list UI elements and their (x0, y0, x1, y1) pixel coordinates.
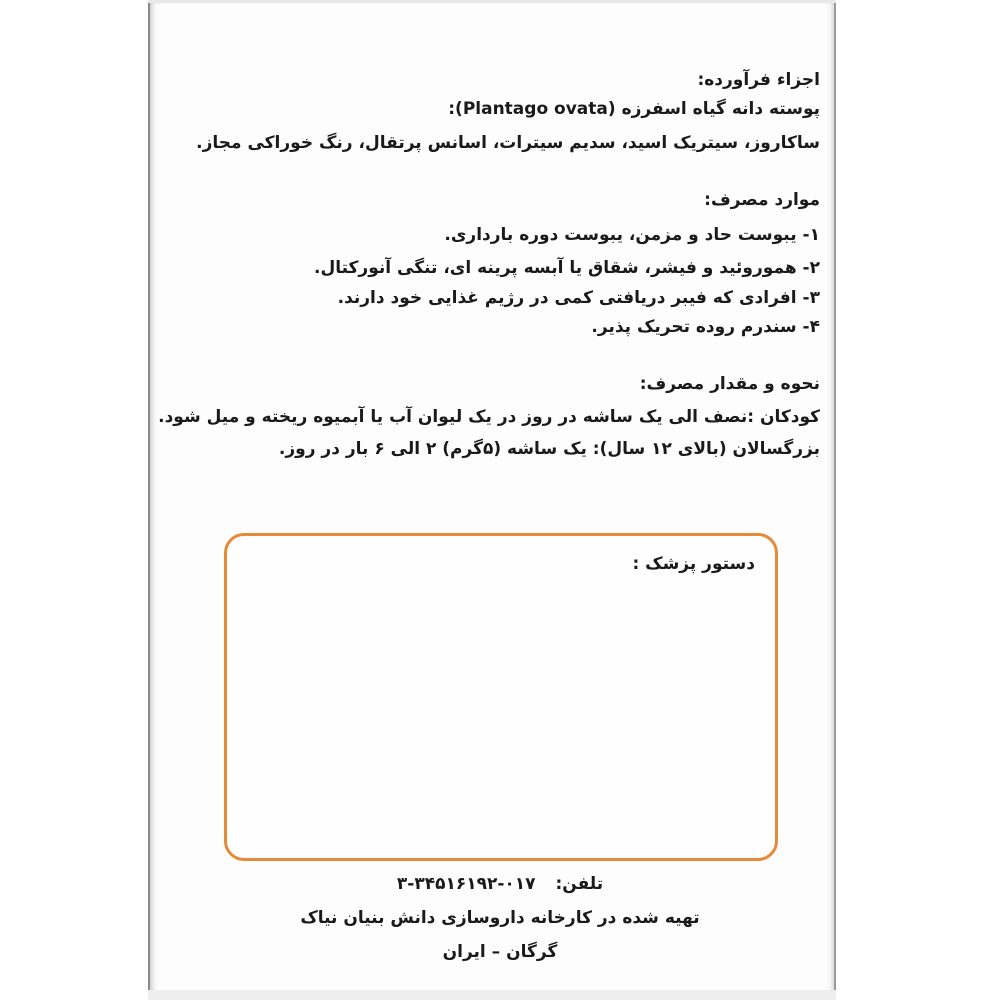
manufacturer-line: تهیه شده در کارخانه داروسازی دانش بنیان نیاک (300, 908, 700, 928)
usage-item-1: ۱- یبوست حاد و مزمن، یبوست دوره بارداری. (444, 225, 820, 245)
usage-item-4: ۴- سندرم روده تحریک پذیر. (591, 317, 820, 337)
usage-item-2: ۲- هموروئید و فیشر، شقاق یا آبسه پرینه ای، تنگی آنورکتال. (314, 258, 820, 278)
dosage-children: کودکان :نصف الی یک ساشه در روز در یک لیوان آب یا آبمیوه ریخته و میل شود. (158, 407, 820, 427)
ingredients-heading: اجزاء فرآورده: (697, 70, 820, 90)
dosage-adults: بزرگسالان (بالای ۱۲ سال): یک ساشه (۵گرم) ۲ الی ۶ بار در روز. (278, 439, 820, 459)
prescription-label: دستور پزشک : (632, 554, 755, 574)
prescription-box (224, 533, 778, 861)
dosage-heading: نحوه و مقدار مصرف: (639, 374, 820, 394)
phone-number: ۰۱۷-۳۴۵۱۶۱۹۲-۳ (396, 874, 536, 894)
box-bottom-edge (148, 990, 836, 1000)
phone-label: تلفن: (555, 874, 604, 894)
usage-item-3: ۳- افرادی که فیبر دریافتی کمی در رژیم غذایی خود دارند. (337, 288, 820, 308)
location-line: گرگان – ایران (442, 942, 558, 962)
phone-line (0, 874, 1000, 894)
usage-heading: موارد مصرف: (704, 190, 820, 210)
ingredients-line-2: ساکاروز، سیتریک اسید، سدیم سیترات، اسانس پرتقال، رنگ خوراکی مجاز. (196, 133, 820, 153)
ingredients-line-1: پوسته دانه گیاه اسفرزه (Plantago ovata): (448, 99, 820, 119)
